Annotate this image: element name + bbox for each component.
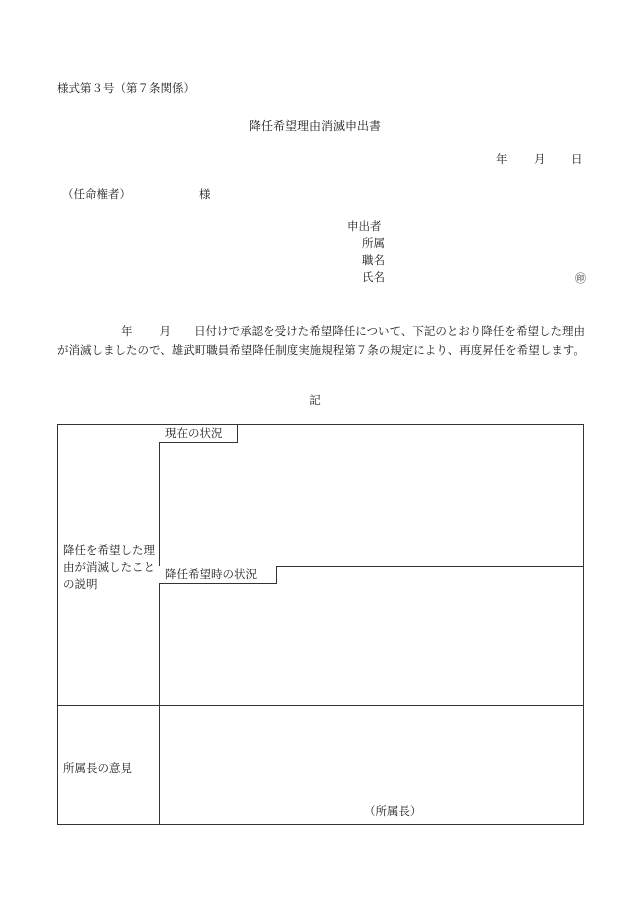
name-label: 氏名 — [362, 270, 385, 284]
status-at-request-field[interactable] — [160, 584, 583, 704]
position-label: 職名 — [362, 253, 385, 267]
explanation-label: 降任を希望した理由が消滅したことの説明 — [63, 543, 155, 591]
date-day-label: 日 — [571, 152, 583, 166]
date-line — [496, 151, 583, 167]
status-at-request-label: 降任希望時の状況 — [159, 566, 277, 584]
date-month-label: 月 — [534, 152, 546, 166]
form-number: 様式第３号（第７条関係） — [57, 81, 195, 95]
honorific-label: 様 — [199, 187, 211, 201]
ki-heading: 記 — [309, 393, 321, 407]
seal-mark: ㊞ — [575, 272, 586, 285]
opinion-field[interactable] — [160, 706, 583, 801]
affiliation-label: 所属 — [362, 236, 385, 250]
form-table — [57, 424, 584, 825]
applicant-block — [347, 218, 385, 286]
applicant-label: 申出者 — [347, 219, 382, 233]
opinion-label: 所属長の意見 — [63, 761, 132, 775]
signer-label: （所属長） — [364, 804, 422, 818]
body-text: 日付けで承認を受けた希望降任について、下記のとおり降任を希望した理由が消滅しましたので、雄武町職員希望降任制度実施規程第７条の規定により、再度昇任を希望します。 — [57, 324, 586, 357]
body-year-label: 年 — [121, 324, 133, 338]
current-status-label: 現在の状況 — [159, 425, 238, 443]
body-month-label: 月 — [159, 324, 172, 338]
body-paragraph — [57, 322, 585, 360]
document-title: 降任希望理由消滅申出書 — [248, 119, 381, 133]
appointer-label: （任命権者） — [62, 187, 131, 201]
current-status-field[interactable] — [160, 443, 583, 565]
date-year-label: 年 — [496, 152, 508, 166]
